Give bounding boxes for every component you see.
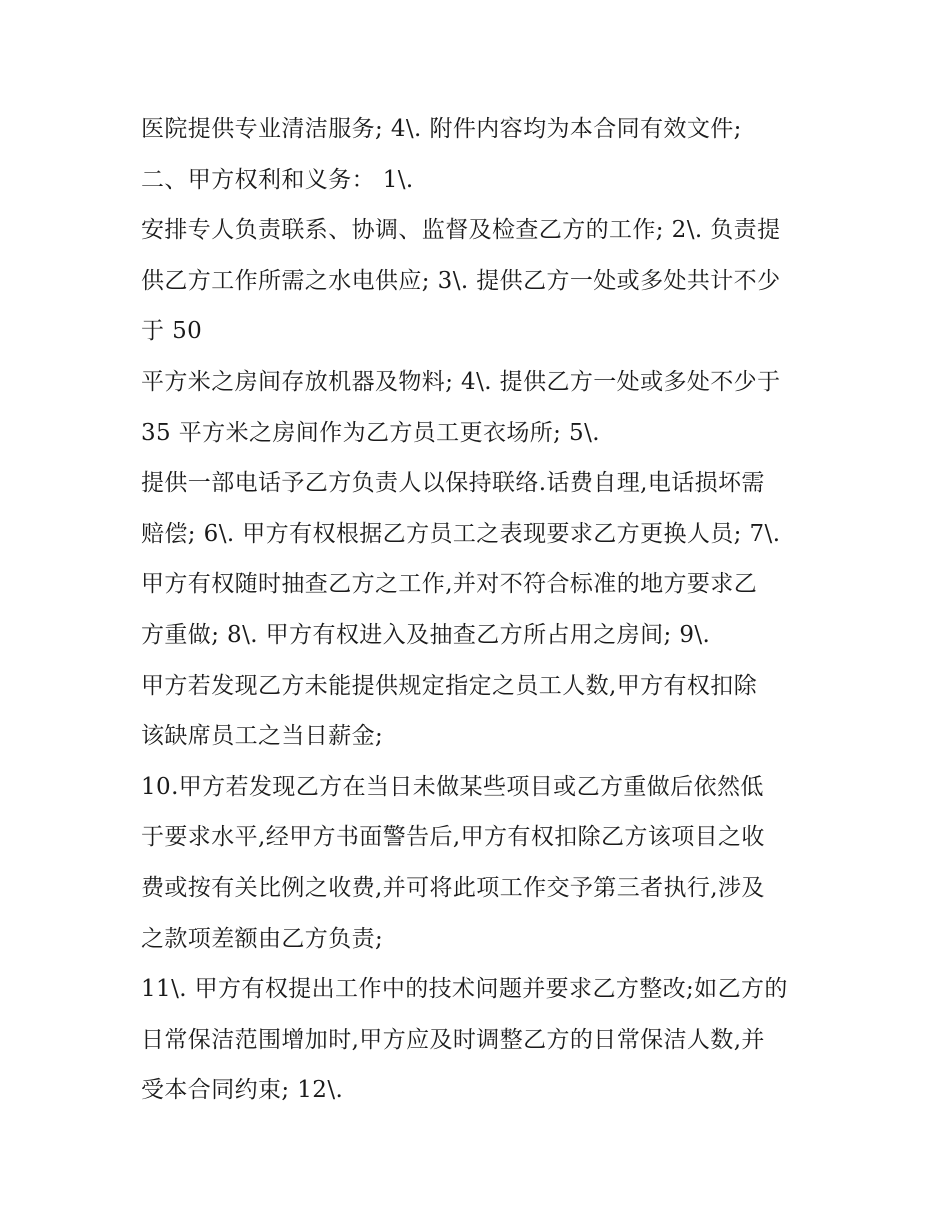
- text-line: 费或按有关比例之收费,并可将此项工作交予第三者执行,涉及: [141, 874, 765, 901]
- text-line: 之款项差额由乙方负责;: [141, 925, 384, 952]
- text-line: 医院提供专业清洁服务; 4\. 附件内容均为本合同有效文件;: [141, 116, 742, 142]
- text-line: 于 50: [141, 318, 203, 345]
- text-line: 11\. 甲方有权提出工作中的技术问题并要求乙方整改;如乙方的: [141, 976, 788, 1003]
- text-line: 35 平方米之房间作为乙方员工更衣场所; 5\.: [141, 419, 600, 446]
- text-line: 10.甲方若发现乙方在当日未做某些项目或乙方重做后依然低: [141, 773, 764, 800]
- section-heading: 二、甲方权利和义务： 1\.: [141, 166, 414, 193]
- text-line: 甲方若发现乙方未能提供规定指定之员工人数,甲方有权扣除: [141, 672, 758, 699]
- text-line: 安排专人负责联系、协调、监督及检查乙方的工作; 2\. 负责提: [141, 217, 781, 244]
- text-line: 该缺席员工之当日薪金;: [141, 723, 384, 750]
- text-line: 甲方有权随时抽查乙方之工作,并对不符合标准的地方要求乙: [141, 571, 758, 598]
- text-line: 方重做; 8\. 甲方有权进入及抽查乙方所占用之房间; 9\.: [141, 621, 711, 648]
- text-line: 赔偿; 6\. 甲方有权根据乙方员工之表现要求乙方更换人员; 7\.: [141, 520, 781, 547]
- text-line: 于要求水平,经甲方书面警告后,甲方有权扣除乙方该项目之收: [141, 824, 765, 851]
- text-line: 提供一部电话予乙方负责人以保持联络.话费自理,电话损坏需: [141, 470, 765, 497]
- contract-text-body: [141, 104, 821, 1116]
- text-line: 日常保洁范围增加时,甲方应及时调整乙方的日常保洁人数,并: [141, 1026, 765, 1053]
- text-line: 供乙方工作所需之水电供应; 3\. 提供乙方一处或多处共计不少: [141, 267, 781, 294]
- text-line: 平方米之房间存放机器及物料; 4\. 提供乙方一处或多处不少于: [141, 368, 781, 395]
- text-line: 受本合同约束; 12\.: [141, 1077, 344, 1104]
